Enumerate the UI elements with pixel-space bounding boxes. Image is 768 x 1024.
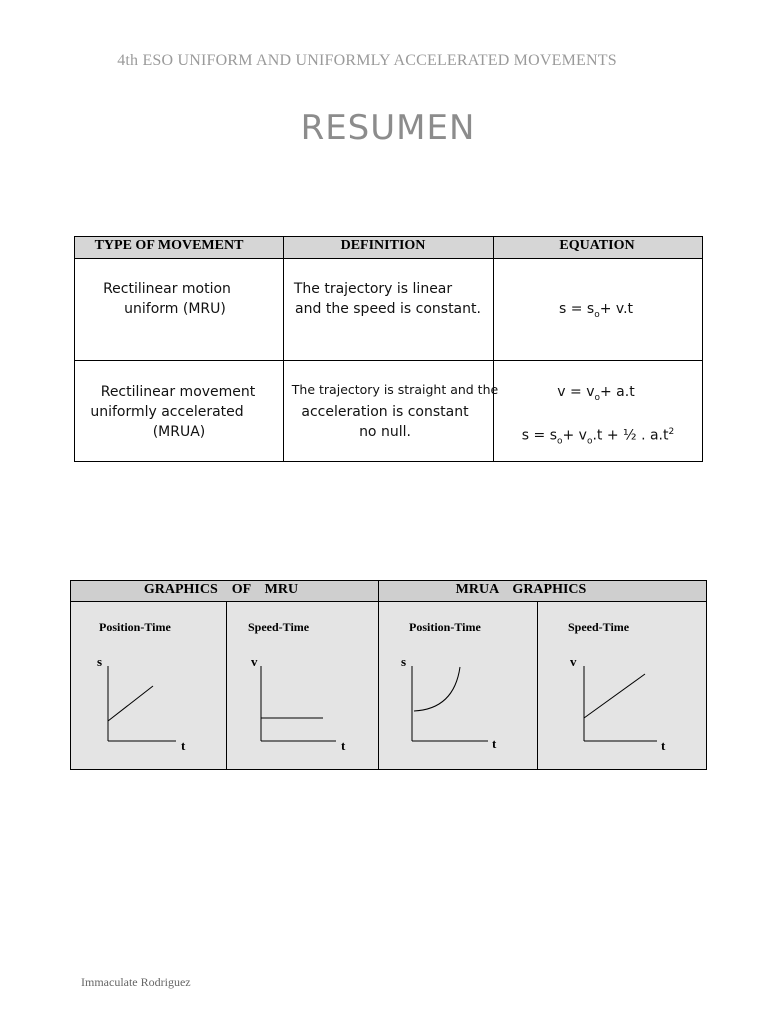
- graph-mru-speed-time: [226, 581, 378, 771]
- graph-mru-speed-time-label: Speed-Time: [248, 620, 310, 634]
- header-type-of-movement: TYPE OF MOVEMENT: [94, 238, 244, 253]
- row-divider: [75, 360, 702, 361]
- document-header: 4th ESO UNIFORM AND UNIFORMLY ACCELERATED MOVEMENTS: [117, 52, 617, 69]
- author-footer: Immaculate Rodriguez: [81, 975, 191, 989]
- x-axis-label: t: [661, 738, 666, 753]
- y-axis-label: s: [401, 654, 407, 669]
- graph-mrua-speed-time: [537, 581, 707, 771]
- mrua-type-line2: uniformly accelerated: [90, 404, 244, 420]
- graphics-table: [70, 580, 707, 770]
- graph-mrua-position-time: [378, 581, 537, 771]
- graph-mru-position-time-label: Position-Time: [99, 620, 171, 634]
- summary-table: [74, 236, 703, 462]
- mrua-equation-position: $s = s_o+ v_o.t$ + ½ . $a.t^2$: [521, 427, 675, 447]
- y-axis-label: v: [570, 654, 577, 669]
- y-axis-label: v: [251, 654, 258, 669]
- mrua-type-line3: (MRUA): [152, 424, 206, 440]
- mrua-definition-line1: The trajectory is straight and the: [291, 382, 499, 397]
- header-mrua-graphics: MRUA GRAPHICS: [455, 582, 587, 597]
- graph-mrua-speed-time-label: Speed-Time: [568, 620, 630, 634]
- header-definition: DEFINITION: [340, 238, 426, 253]
- mru-type-line2: uniform (MRU): [124, 301, 226, 317]
- column-divider: [283, 237, 284, 461]
- mru-definition-line1: The trajectory is linear: [293, 281, 453, 297]
- mru-definition-line2: and the speed is constant.: [295, 301, 481, 317]
- graph-mrua-position-time-label: Position-Time: [409, 620, 481, 634]
- x-axis-label: t: [341, 738, 346, 753]
- x-axis-label: t: [492, 736, 497, 751]
- y-axis-label: s: [97, 654, 103, 669]
- header-graphics-of-mru: GRAPHICS OF MRU: [143, 582, 299, 597]
- graph-mru-position-time: [71, 581, 226, 771]
- mrua-equation-velocity: $v = v_o+ a.t$: [557, 384, 635, 403]
- mru-type-line1: Rectilinear motion: [103, 281, 231, 297]
- mru-equation: $s = s_o+ v.t$: [558, 301, 634, 320]
- x-axis-label: t: [181, 738, 186, 753]
- mrua-definition-line3: no null.: [359, 424, 411, 440]
- mrua-definition-line2: acceleration is constant: [301, 404, 469, 420]
- page-title: RESUMEN: [300, 108, 476, 148]
- mrua-type-line1: Rectilinear movement: [100, 384, 256, 400]
- header-equation: EQUATION: [559, 238, 635, 253]
